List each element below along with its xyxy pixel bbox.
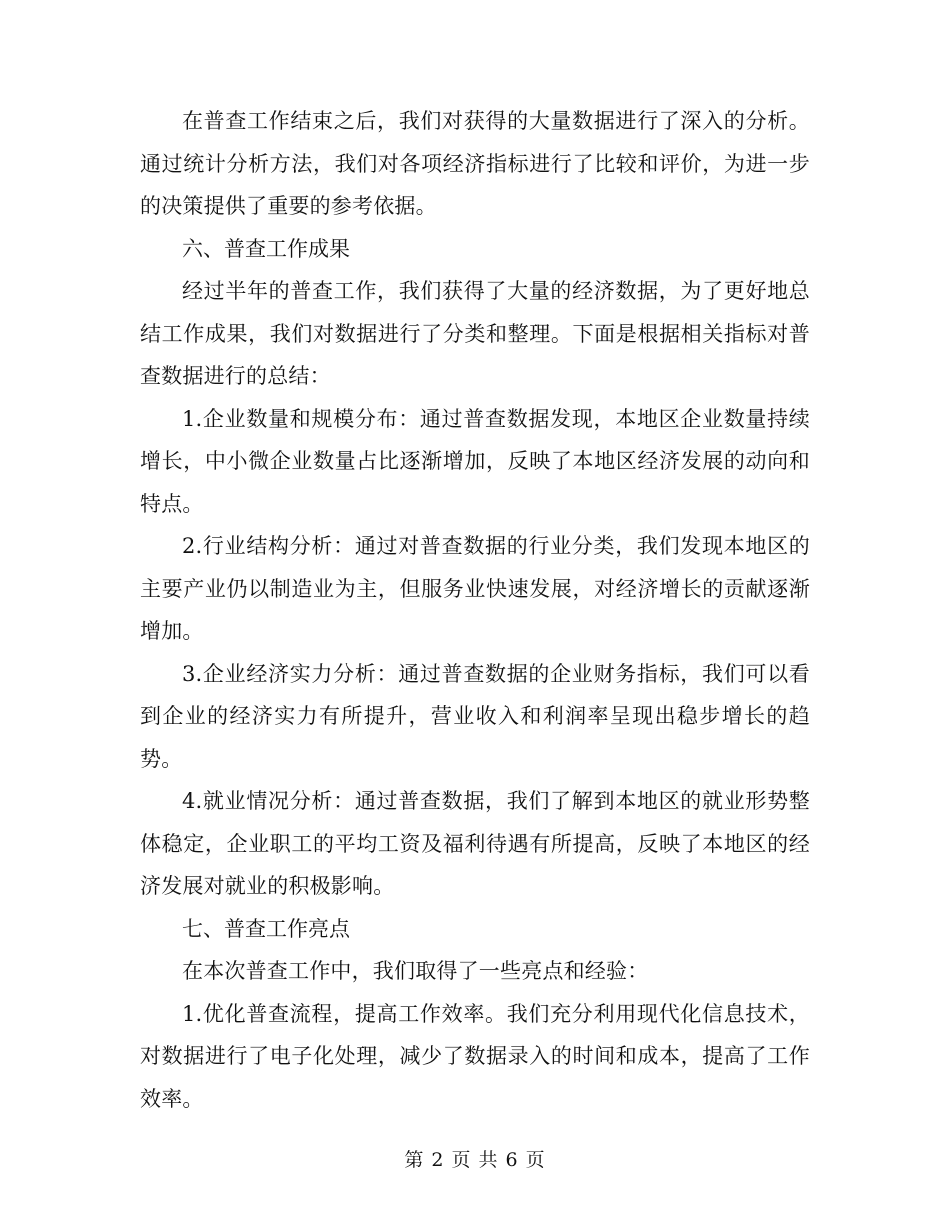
document-body xyxy=(140,100,810,1120)
section-heading-results: 六、普查工作成果 xyxy=(182,236,350,261)
section-heading-highlights: 七、普查工作亮点 xyxy=(182,916,350,941)
paragraph-analysis: 在普查工作结束之后，我们对获得的大量数据进行了深入的分析。通过统计分析方法，我们对各项经济指标进行了比较和评价，为进一步的决策提供了重要的参考依据。 xyxy=(140,109,810,218)
paragraph-highlights-intro: 在本次普查工作中，我们取得了一些亮点和经验： xyxy=(182,959,649,983)
paragraph-economic-strength: 3.企业经济实力分析：通过普查数据的企业财务指标，我们可以看到企业的经济实力有所提升，营业收入和利润率呈现出稳步增长的趋势。 xyxy=(140,661,810,771)
paragraph-enterprise-scale: 1.企业数量和规模分布：通过普查数据发现，本地区企业数量持续增长，中小微企业数量占比逐渐增加，反映了本地区经济发展的动向和特点。 xyxy=(140,406,810,516)
paragraph-results-intro: 经过半年的普查工作，我们获得了大量的经济数据，为了更好地总结工作成果，我们对数据进行了分类和整理。下面是根据相关指标对普查数据进行的总结： xyxy=(140,279,810,388)
paragraph-process-optimization: 1.优化普查流程，提高工作效率。我们充分利用现代化信息技术，对数据进行了电子化处理，减少了数据录入的时间和成本，提高了工作效率。 xyxy=(140,1001,810,1111)
page-footer: 第 2 页 共 6 页 xyxy=(404,1149,546,1171)
paragraph-industry-structure: 2.行业结构分析：通过对普查数据的行业分类，我们发现本地区的主要产业仍以制造业为主，但服务业快速发展，对经济增长的贡献逐渐增加。 xyxy=(140,534,810,643)
paragraph-employment: 4.就业情况分析：通过普查数据，我们了解到本地区的就业形势整体稳定，企业职工的平均工资及福利待遇有所提高，反映了本地区的经济发展对就业的积极影响。 xyxy=(140,789,810,898)
